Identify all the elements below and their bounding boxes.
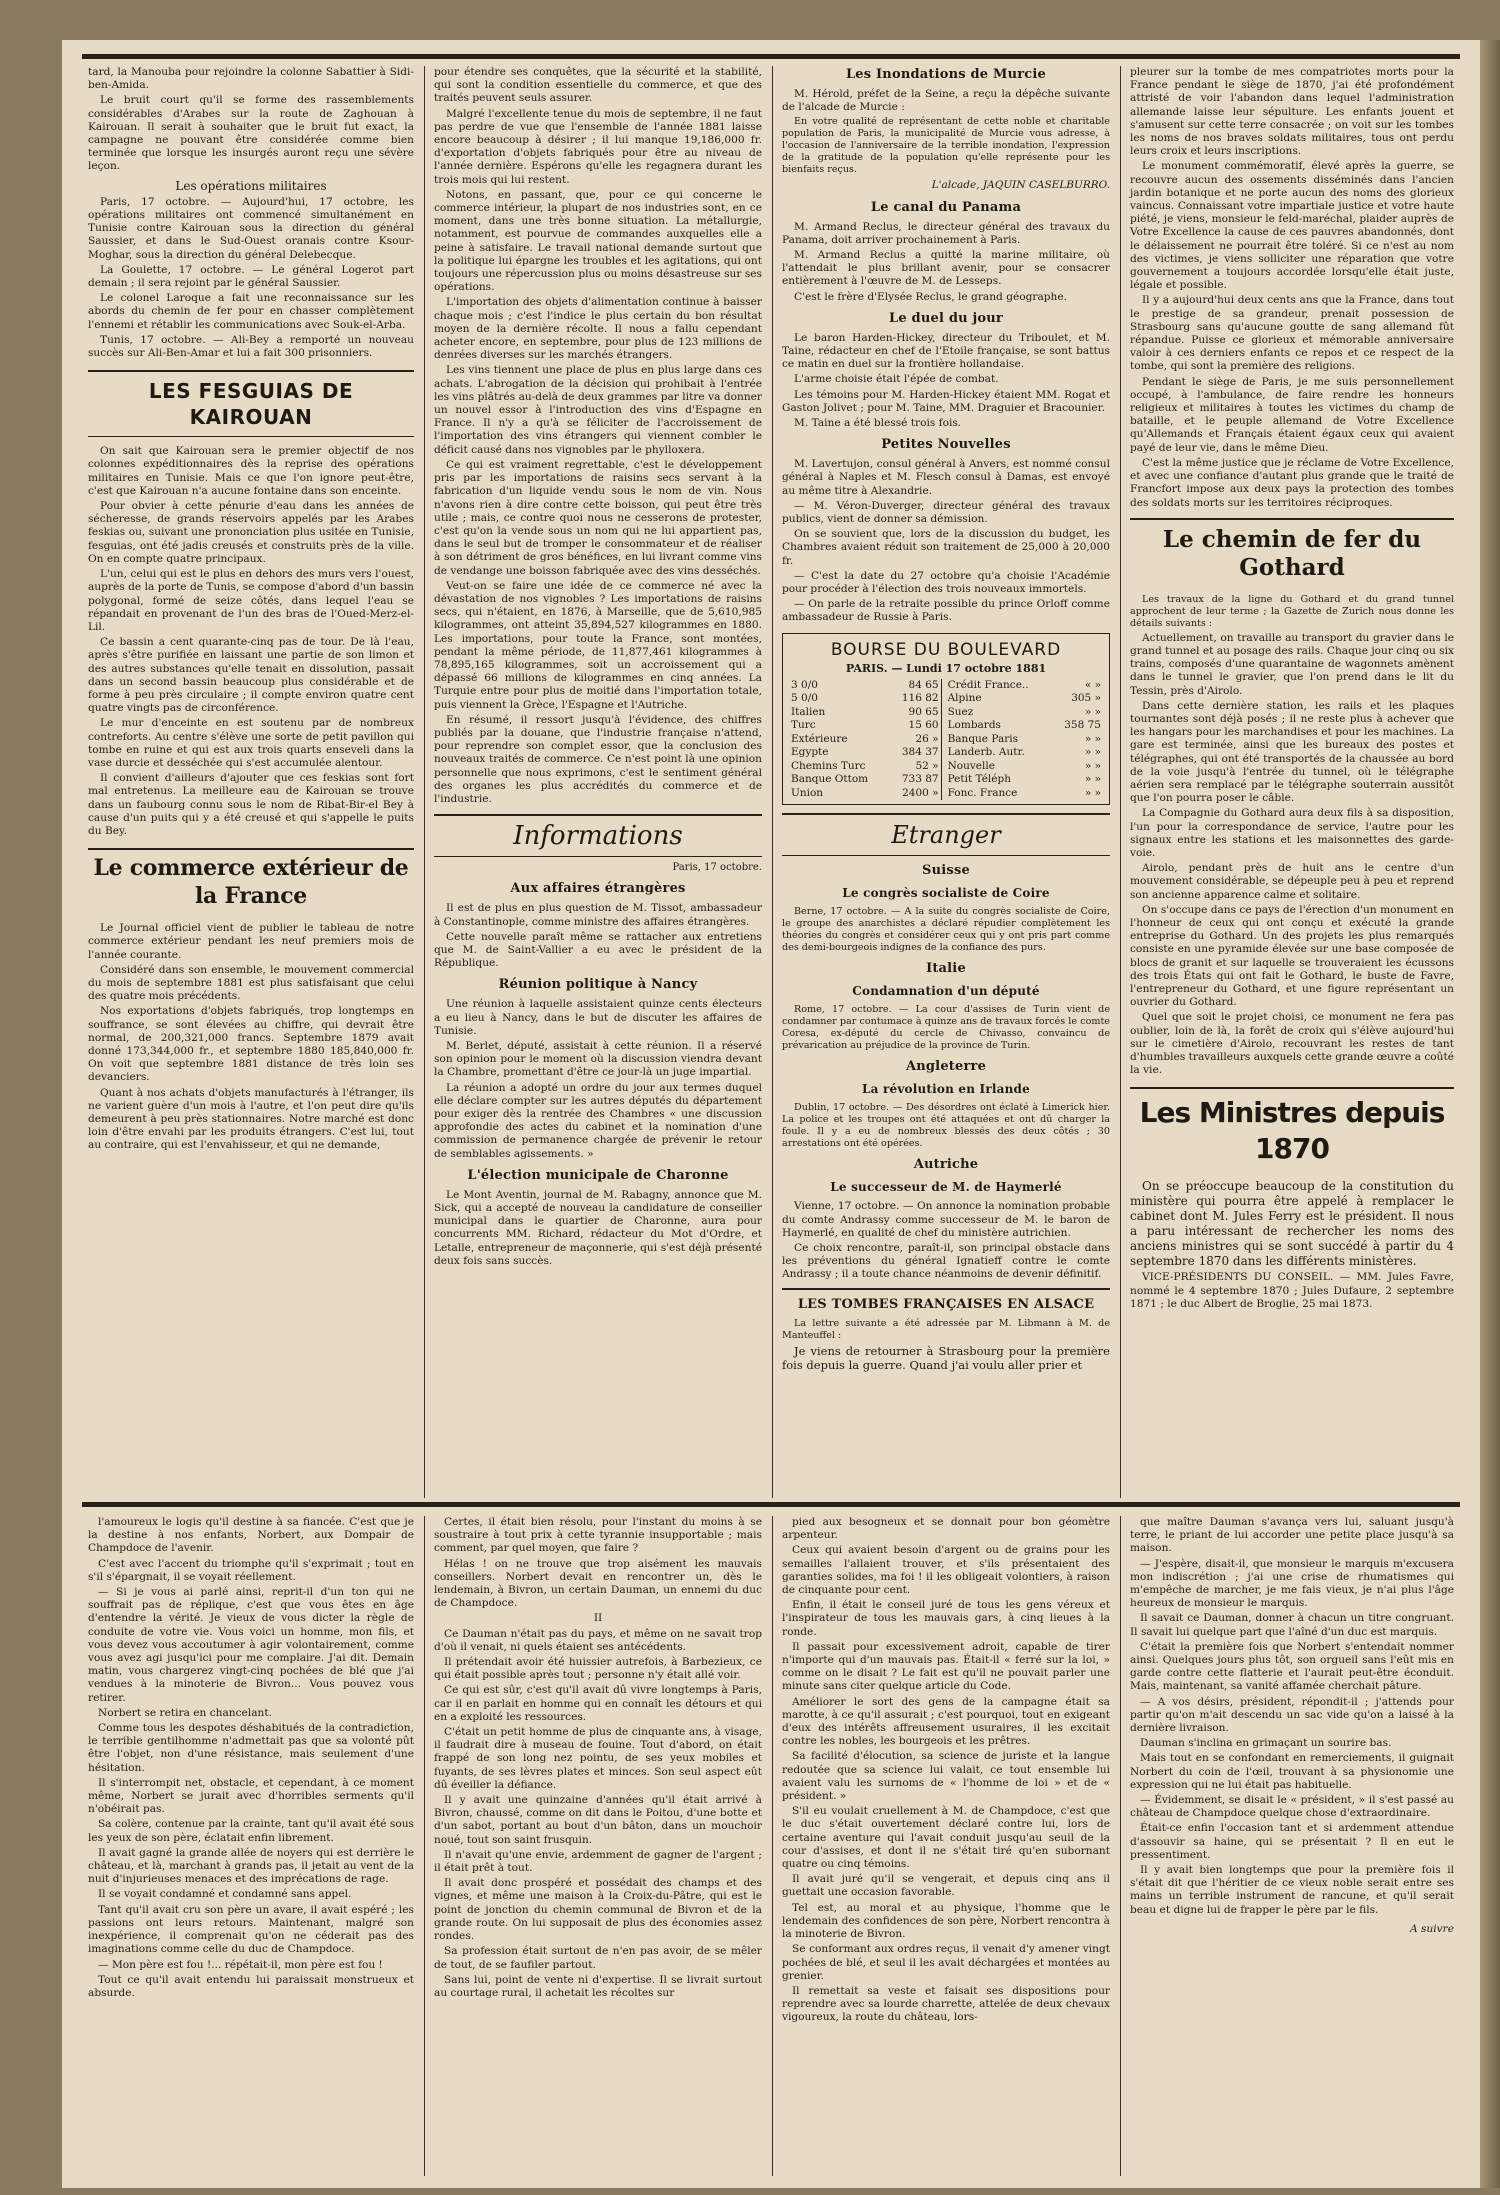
feuilleton-column-1 — [82, 1516, 420, 2176]
paragraph: Paris, 17 octobre. — Aujourd'hui, 17 octobre, les opérations militaires ont commencé simultanément en Tunisie contre Kairouan sous la direction du général Saussier, et dans le Sud-Ouest oranais contre Ksour-Moghar, sous la direction du général Delebecque. — [88, 195, 414, 261]
paragraph: M. Hérold, préfet de la Seine, a reçu la dépêche suivante de l'alcade de Murcie : — [782, 88, 1110, 114]
bourse-cell: Banque Ottom — [791, 773, 869, 786]
bourse-cell: 3 0/0 — [791, 678, 818, 691]
feuilleton-paragraph: Dauman s'inclina en grimaçant un sourire bas. — [1140, 1737, 1392, 1750]
feuilleton-paragraph: Sans lui, point de vente ni d'expertise. Il se livrait surtout au courtage rural, il achetait les récoltes sur — [434, 1973, 762, 1999]
paragraph: On sait que Kairouan sera le premier objectif de nos colonnes expéditionnaires dès la reprise des opérations militaires en Tunisie. Mais ce que l'on ignore peut-être, c'est que Kairouan n'a aucune fontaine dans son enceinte. — [88, 445, 414, 497]
feuilleton-paragraph: C'est avec l'accent du triomphe qu'il s'exprimait ; tout en s'il s'épargnait, il se voyait réellement. — [88, 1557, 414, 1583]
paragraph: Airolo, pendant près de huit ans le centre d'un mouvement considérable, se dépeuple peu à peu et reprend son ancienne apparence calme et solitaire. — [1130, 862, 1454, 901]
headline-ministres: Les Ministres depuis 1870 — [1130, 1087, 1454, 1173]
bourse-cell: Egypte — [791, 746, 829, 759]
paragraph: Quant à nos achats d'objets manufacturés à l'étranger, ils ne varient guère d'un mois à l'autre, et l'on peut dire qu'ils demeurent à peu près stationnaires. Notre marché est donc loin d'être envahi par les produits étrangers. C'est lui, tout au contraire, qui est l'envahisseur, et qui ne demande, — [88, 1086, 414, 1152]
paragraph: Considéré dans son ensemble, le mouvement commercial du mois de septembre 1881 est plus satisfaisant que celui des quatre mois précédents. — [88, 963, 414, 1003]
headline-etranger: Etranger — [782, 813, 1110, 856]
paragraph: M. Lavertujon, consul général à Anvers, est nommé consul général à Naples et M. Flesch consul à Damas, est envoyé au même titre à Alexandrie. — [782, 458, 1110, 497]
section-heading: L'élection municipale de Charonne — [467, 1167, 729, 1183]
paragraph: — M. Véron-Duverger, directeur général des travaux publics, vient de donner sa démission. — [782, 499, 1110, 526]
paragraph: Rome, 17 octobre. — La cour d'assises de Turin vient de condamner par contumace à quinze ans de travaux forcés le comte Coresa, ex-député du cercle de Chivasso, convaincu de prévarication au préjudice de la province de Turin. — [782, 1004, 1110, 1052]
bourse-cell: Extérieure — [791, 732, 848, 745]
bourse-cell: » » — [1084, 773, 1101, 786]
section-heading: Le successeur de M. de Haymerlé — [830, 1180, 1062, 1195]
country-heading: Autriche — [913, 1157, 979, 1173]
paragraph: Vienne, 17 octobre. — On annonce la nomination probable du comte Andrassy comme successeur de M. le baron de Haymerlé, en qualité de chef du ministère autrichien. — [782, 1200, 1110, 1239]
bourse-row — [789, 679, 1103, 693]
paragraph: Le mur d'enceinte en est soutenu par de nombreux contreforts. Au centre s'élève une sorte de petit pavillon qui tombe en ruine et qui est aux trois quarts enseveli dans la vase durcie et desséchée qui s'est accumulée alentour. — [88, 717, 414, 769]
paragraph: Une réunion à laquelle assistaient quinze cents électeurs a eu lieu à Nancy, dans le but de discuter les affaires de Tunisie. — [434, 998, 762, 1037]
headline-fesguias: LES FESGUIAS DE KAIROUAN — [88, 370, 414, 437]
headline-informations: Informations — [434, 814, 762, 857]
country-heading: Angleterre — [905, 1059, 987, 1075]
paragraph: Ce choix rencontre, paraît-il, son principal obstacle dans les préventions du général Ignatieff contre le comte Andrassy ; il a toute chance néanmoins de devenir définitif. — [782, 1242, 1110, 1281]
feuilleton-paragraph: Sa profession était surtout de n'en pas avoir, de se mêler de tout, de se faufiler partout. — [434, 1945, 762, 1971]
bourse-cell: 5 0/0 — [791, 692, 818, 705]
newspaper-page — [62, 40, 1480, 2188]
column-separator — [424, 1516, 425, 2176]
feuilleton-paragraph: — Si je vous ai parlé ainsi, reprit-il d'un ton qui ne souffrait pas de réplique, c'est que vous êtes en âge d'entendre la vérité. Je vieux de vous dicter la règle de conduite de votre vie. Vous voici un homme, mon fils, et vous devez vous accoutumer à agir volontairement, comme vous avez agi jusqu'ici pour me complaire. J'ai dit. Demain matin, vous chargerez vingt-cinq pochées de blé que j'ai vendues à la minoterie de Bivron... Vous pouvez vous retirer. — [88, 1586, 414, 1704]
feuilleton-paragraph: pied aux besogneux et se donnait pour bon géomètre arpenteur. — [782, 1516, 1110, 1542]
feuilleton-paragraph: Tout ce qu'il avait entendu lui paraissait monstrueux et absurde. — [88, 1973, 414, 1999]
country-heading: Italie — [926, 961, 966, 977]
section-heading: Le canal du Panama — [870, 199, 1022, 215]
bourse-cell: Suez — [941, 706, 1052, 720]
bourse-cell: Turc — [791, 719, 816, 732]
paragraph: Ce bassin a cent quarante-cinq pas de tour. De là l'eau, après s'être purifiée en laissant une partie de son limon et des autres substances qu'elle tenait en dissolution, passait dans un second bassin beaucoup plus considérable et de forme à peu près circulaire ; il compte environ quatre cent quatre vingts pas de circonférence. — [88, 636, 414, 715]
bourse-table-box — [782, 633, 1110, 806]
paragraph: Pour obvier à cette pénurie d'eau dans les années de sécheresse, de grands réservoirs appelés par les Arabes feskias ou, suivant une prononciation plus usitée en Tunisie, fesguias, ont été jadis creusés et construits près de la ville. On en compte quatre principaux. — [88, 500, 414, 565]
section-heading-tombes: LES TOMBES FRANÇAISES EN ALSACE — [782, 1288, 1110, 1314]
column-4 — [1124, 66, 1460, 1498]
bourse-table — [789, 679, 1103, 801]
feuilleton-paragraph: Améliorer le sort des gens de la campagne était sa marotte, à ce qu'il assurait ; c'est pourquoi, tout en exigeant d'eux des intérêts affreusement usuraires, il les excitait contre les nobles, les bourgeois et les prêtres. — [782, 1695, 1110, 1748]
paragraph: On se souvient que, lors de la discussion du budget, les Chambres avaient réduit son traitement de 25,000 à 20,000 fr. — [782, 528, 1110, 567]
feuilleton-paragraph: l'amoureux le logis qu'il destine à sa fiancée. C'est que je la destine à nos enfants, Norbert, aux Dompair de Champdoce de l'avenir. — [88, 1516, 414, 1555]
feuilleton-column-4 — [1124, 1516, 1460, 2176]
section-heading: Le duel du jour — [889, 310, 1003, 326]
bourse-cell: 52 » — [915, 759, 939, 772]
paragraph: La réunion a adopté un ordre du jour aux termes duquel elle déclare compter sur les autres députés du département pour exiger dès la rentrée des Chambres « une discussion approfondie des actes du cabinet et la nomination d'une commission de permanence chargée de prévenir le retour de semblables agissements. » — [434, 1081, 762, 1160]
paragraph: L'un, celui qui est le plus en dehors des murs vers l'ouest, auprès de la porte de Tunis, se compose d'abord d'un bassin polygonal, formé de seize côtés, dans lequel l'eau se répandait en provenant de l'un des bras de l'Oued-Merz-el-Lil. — [88, 568, 414, 633]
paragraph: Actuellement, on travaille au transport du gravier dans le grand tunnel et au posage des rails. Chaque jour cinq ou six trains, composés d'une quarantaine de wagonnets amènent dans le tunnel le gravier, que l'on prend dans le lit du Tessin, près d'Airolo. — [1130, 631, 1454, 697]
column-separator — [424, 66, 425, 1498]
feuilleton-paragraph: Il avait juré qu'il se vengerait, et depuis cinq ans il guettait une occasion favorable. — [782, 1873, 1110, 1899]
feuilleton-paragraph: Il n'avait qu'une envie, ardemment de gagner de l'argent ; il était prêt à tout. — [434, 1848, 762, 1875]
paragraph: On s'occupe dans ce pays de l'érection d'un monument en l'honneur de ceux qui ont conçu et exécuté la grande entreprise du Gothard. Un des projets les plus remarqués consiste en une pyramide élevée sur une base composée de blocs de granit et sur laquelle se trouveraient les écussons des trois États qui ont fait le Gothard, le buste de Favre, l'entrepreneur du Gothard, et une figure représentant un ouvrier du Gothard. — [1130, 903, 1454, 1009]
bourse-cell: Landerb. Autr. — [941, 746, 1052, 760]
feuilleton-paragraph: Était-ce enfin l'occasion tant et si ardemment attendue d'assouvir sa haine, qui se présentait ? Il en eut le pressentiment. — [1130, 1822, 1454, 1861]
bourse-cell: » » — [1084, 746, 1101, 759]
section-heading: Réunion politique à Nancy — [498, 977, 698, 993]
feuilleton-paragraph: Il remettait sa veste et faisait ses dispositions pour reprendre avec sa lourde charrette, attelée de deux chevaux vigoureux, la route du château, lors- — [782, 1984, 1110, 2024]
feuilleton-paragraph: C'était un petit homme de plus de cinquante ans, à visage, il faudrait dire à museau de fouine. Tout d'abord, on était frappé de son long nez pointu, de ses yeux mobiles et fuyants, de ses lèvres plates et minces. Son seul aspect eût dû éveiller la défiance. — [434, 1726, 762, 1791]
paragraph: Tunis, 17 octobre. — Ali-Bey a remporté un nouveau succès sur Ali-Ben-Amar et lui a fait 300 prisonniers. — [88, 333, 414, 360]
feuilleton-paragraph: Enfin, il était le conseil juré de tous les gens véreux et l'inspirateur de tous les mauvais gars, à cinq lieues à la ronde. — [782, 1599, 1110, 1638]
a-suivre-note: A suivre — [1410, 1922, 1454, 1935]
paragraph: La Compagnie du Gothard aura deux fils à sa disposition, l'un pour la correspondance de service, l'autre pour les signaux entre les stations et les maisonnettes des garde-voie. — [1130, 807, 1454, 859]
paragraph: Les travaux de la ligne du Gothard et du grand tunnel approchent de leur terme ; la Gazette de Zurich nous donne les détails suivants : — [1130, 593, 1454, 629]
feuilleton-paragraph: Il s'interrompit net, obstacle, et cependant, à ce moment même, Norbert se jurait avec d'horribles serments qu'il n'obéirait pas. — [88, 1776, 414, 1816]
feuilleton-paragraph: Il se voyait condamné et condamné sans appel. — [98, 1888, 352, 1901]
bourse-cell: » » — [1084, 759, 1101, 772]
paragraph: On se préoccupe beaucoup de la constitution du ministère qui pourra être appelé à remplacer le cabinet dont M. Jules Ferry est le président. Il nous a paru intéressant de rechercher les noms des anciens ministres qui se sont succédé à partir du 4 septembre 1870 dans les différents ministères. — [1130, 1179, 1454, 1269]
paragraph: Quel que soit le projet choisi, ce monument ne fera pas oublier, loin de là, la forêt de croix qui s'élève aujourd'hui sur le cimetière d'Airolo, recouvrant les restes de tant d'humbles travailleurs auxquels cette grande œuvre a coûté la vie. — [1130, 1011, 1454, 1077]
feuilleton-paragraph: Il savait ce Dauman, donner à chacun un titre congruant. Il savait lui quelque part que l'aîné d'un duc est marquis. — [1130, 1612, 1454, 1638]
bourse-row — [789, 706, 1103, 720]
paragraph: Le bruit court qu'il se forme des rassemblements considérables d'Arabes sur la route de Zaghouan à Kairouan. Il serait à souhaiter que le bruit fut exact, la campagne ne pouvant être considérée comme bien terminée que lorsque les insurgés auront reçu une sévère leçon. — [88, 94, 414, 173]
paragraph: Berne, 17 octobre. — A la suite du congrès socialiste de Coire, le groupe des anarchistes a déclaré répudier complètement les théories du congrès et considérer ceux qui y ont pris part comme des demi-bourgeois indignes de la confiance des purs. — [782, 906, 1110, 954]
paragraph: La lettre suivante a été adressée par M. Libmann à M. de Manteuffel : — [782, 1317, 1110, 1341]
feuilleton-paragraph: Hélas ! on ne trouve que trop aisément les mauvais conseillers. Norbert devait en rencontrer un, dès le lendemain, à Bivron, un certain Dauman, un ennemi du duc de Champdoce. — [434, 1557, 762, 1610]
feuilleton-paragraph: Il avait donc prospéré et possédait des champs et des vignes, et même une maison à la Croix-du-Pâtre, qui est le point de jonction du chemin communal de Bivron et de la grande route. On lui supposait de plus des économies assez rondes. — [434, 1877, 762, 1943]
bourse-cell: Alpine — [941, 692, 1052, 706]
bourse-cell: Banque Paris — [941, 733, 1052, 747]
paragraph: M. Armand Reclus, le directeur général des travaux du Panama, doit arriver prochainement à Paris. — [782, 220, 1110, 246]
paragraph: C'est le frère d'Elysée Reclus, le grand géographe. — [794, 290, 1068, 303]
paragraph: Le Journal officiel vient de publier le tableau de notre commerce extérieur pendant les neuf premiers mois de l'année courante. — [88, 922, 414, 961]
paragraph: Je viens de retourner à Strasbourg pour la première fois depuis la guerre. Quand j'ai voulu aller prier et — [782, 1343, 1110, 1372]
feuilleton-paragraph: que maître Dauman s'avança vers lui, saluant jusqu'à terre, le priant de lui accorder une petite place jusqu'à sa maison. — [1130, 1516, 1454, 1555]
feuilleton-paragraph: Ceux qui avaient besoin d'argent ou de grains pour les semailles l'allaient trouver, et s'ils présentaient des garanties solides, ma foi ! il les obligeait volontiers, à raison de cinquante pour cent. — [782, 1544, 1110, 1597]
paragraph: Le monument commémoratif, élevé après la guerre, se recouvre aucun des ossements disséminés dans l'ancien jardin botanique et ne porte aucun des noms des glorieux vaincus. Connaissant votre impartiale justice et votre haute piété, je viens, monsieur le feld-maréchal, plaider auprès de Votre Excellence la cause de ces pauvres abandonnés, dont le délaissement ne pourrait être toléré. Si ce n'est au nom des victimes, je viens solliciter une réparation que votre gouvernement a toujours accordée lorsqu'elle était juste, légale et possible. — [1130, 160, 1454, 292]
bourse-cell: 358 75 — [1064, 719, 1101, 732]
paragraph: L'importation des objets d'alimentation continue à baisser chaque mois ; c'est l'indice le plus certain du bon résultat moyen de la dernière récolte. Il nous a fallu cependant acheter encore, en septembre, pour plus de 123 millions de denrées diverses sur les marchés étrangers. — [434, 296, 762, 362]
bourse-cell: Lombards — [941, 719, 1052, 733]
column-separator — [772, 66, 773, 1498]
bourse-cell: 90 65 — [908, 705, 939, 718]
feuilleton-column-2 — [428, 1516, 768, 2176]
feuilleton-rule — [82, 1502, 1460, 1507]
paragraph: En votre qualité de représentant de cette noble et charitable population de Paris, la municipalité de Murcie vous adresse, à l'occasion de l'anniversaire de la terrible inondation, l'expression de la gratitude de la population qu'elle représente pour les bienfaits reçus. — [782, 116, 1110, 176]
section-heading: La révolution en Irlande — [862, 1082, 1030, 1097]
paragraph: Dans cette dernière station, les rails et les plaques tournantes sont déjà posés ; il ne reste plus à achever que les hangars pour les marchandises et pour les machines. La gare est terminée, ainsi que les bureaux des postes et télégraphes, qui ont été transportés de la chaussée au bord de la voie jusqu'à l'entrée du tunnel, où le télégraphe aérien sera remplacé par le télégraphe souterrain aussitôt que l'on pourra poser le câble. — [1130, 699, 1454, 805]
feuilleton-paragraph: — J'espère, disait-il, que monsieur le marquis m'excusera mon indiscrétion ; j'ai une crise de rhumatismes qui m'empêche de marcher, je me fais vieux, je n'ai plus l'âge heureux de monsieur le marquis. — [1130, 1557, 1454, 1610]
bourse-cell: » » — [1084, 705, 1101, 718]
bourse-cell: » » — [1084, 732, 1101, 745]
paragraph: Il convient d'ailleurs d'ajouter que ces feskias sont fort mal entretenus. La meilleure eau de Kairouan se trouve dans un faubourg connu sous le nom de Ribat-Bir-el Bey à cause d'un puits qui y a été creusé et qui s'appelle le puits du Bey. — [88, 772, 414, 837]
feuilleton-column-3 — [776, 1516, 1116, 2176]
feuilleton-paragraph: Comme tous les despotes déshabitués de la contradiction, le terrible gentilhomme n'admettait pas que sa volonté pût être l'objet, non d'une résistance, mais seulement d'une hésitation. — [88, 1722, 414, 1774]
column-separator — [1120, 1516, 1121, 2176]
feuilleton-paragraph: Mais tout en se confondant en remerciements, il guignait Norbert du coin de l'œil, trouvant à sa physionomie une expression qui ne lui était pas habituelle. — [1130, 1752, 1454, 1791]
paragraph: tard, la Manouba pour rejoindre la colonne Sabattier à Sidi-ben-Amida. — [88, 66, 414, 92]
section-heading: Condamnation d'un député — [852, 984, 1040, 999]
paragraph: Veut-on se faire une idée de ce commerce né avec la dévastation de nos vignobles ? Les importations de raisins secs, qui n'étaient, en 1876, à Marseille, que de 5,610,985 kilogrammes, ont atteint 35,894,527 kilogrammes en 1880. Les importations, pour toute la France, sont montées, pendant la même période, de 11,877,461 kilogrammes à 78,895,165 kilogrammes, soit un accroissement qui a dépassé 66 millions de kilogrammes en cinq années. La Turquie entre pour plus de moitié dans l'importation totale, puis viennent la Grèce, l'Espagne et l'Autriche. — [434, 579, 762, 711]
paragraph: Nos exportations d'objets fabriqués, trop longtemps en souffrance, se sont élevées au chiffre, qui devrait être normal, de 200,321,000 francs. Septembre 1879 avait donné 173,344,000 fr., et septembre 1880 185,840,000 fr. On voit que septembre 1881 distance de très loin ses devanciers. — [88, 1005, 414, 1084]
feuilleton-paragraph: — Évidemment, se disait le « président, » il s'est passé au château de Champdoce quelque chose d'extraordinaire. — [1130, 1794, 1454, 1820]
column-2 — [428, 66, 768, 1498]
section-heading: Le congrès socialiste de Coire — [842, 886, 1050, 901]
bourse-cell: 15 60 — [908, 719, 939, 732]
signature: L'alcade, JAQUIN CASELBURRO. — [931, 179, 1110, 192]
feuilleton-paragraph: Il y avait une quinzaine d'années qu'il était arrivé à Bivron, chaussé, comme on dit dans le Poitou, d'une botte et d'un sabot, portant au bout d'un bâton, dans un mouchoir noué, tout son saint frusquin. — [434, 1794, 762, 1846]
bourse-row — [789, 787, 1103, 801]
feuilleton-paragraph: Il prétendait avoir été huissier autrefois, à Barbezieux, ce qui était possible après tout ; personne n'y était allé voir. — [434, 1656, 762, 1682]
headline-commerce: Le commerce extérieur de la France — [88, 848, 414, 914]
feuilleton-paragraph: Il y avait bien longtemps que pour la première fois il s'était dit que l'héritier de ce vieux noble serait entre ses mains un terrible instrument de rancune, et qu'il serait beau et digne lui de frapper le père par le fils. — [1130, 1864, 1454, 1916]
feuilleton-paragraph: Sa colère, contenue par la crainte, tant qu'il avait été sous les yeux de son père, éclatait enfin librement. — [88, 1818, 414, 1844]
bourse-cell: Chemins Turc — [791, 759, 866, 772]
bourse-cell: Petit Téléph — [941, 773, 1052, 787]
headline-gothard: Le chemin de fer du Gothard — [1130, 518, 1454, 588]
column-1 — [82, 66, 420, 1498]
bourse-row — [789, 692, 1103, 706]
paragraph: Pendant le siège de Paris, je me suis personnellement occupé, à l'ambulance, de faire rendre les honneurs religieux et militaires à toutes les victimes du champ de bataille, et le peuple allemand de Votre Excellence qu'Allemands et Français étaient égaux ceux qui avaient payé de leur vie, dans le même Dieu. — [1130, 375, 1454, 454]
bourse-cell: 2400 » — [902, 786, 939, 799]
dateline: Paris, 17 octobre. — [672, 862, 762, 874]
paragraph: — On parle de la retraite possible du prince Orloff comme ambassadeur de Russie à Paris. — [782, 598, 1110, 624]
paragraph: pour étendre ses conquêtes, que la sécurité et la stabilité, qui sont la condition essentielle du commerce, et que des traités peuvent seuls assurer. — [434, 66, 762, 105]
bourse-row — [789, 746, 1103, 760]
column-separator — [1120, 66, 1121, 1498]
section-heading-operations: Les opérations militaires — [175, 178, 327, 193]
paragraph: M. Armand Reclus a quitté la marine militaire, où l'attendait le plus brillant avenir, pour se consacrer entièrement à l'œuvre de M. de Lesseps. — [782, 249, 1110, 288]
bourse-cell: » » — [1084, 786, 1101, 799]
binding-spine — [1480, 40, 1500, 2188]
bourse-row — [789, 719, 1103, 733]
paragraph: Le baron Harden-Hickey, directeur du Triboulet, et M. Taine, rédacteur en chef de l'Etoile française, se sont battus ce matin en duel sur la frontière hollandaise. — [782, 331, 1110, 371]
bourse-cell: 733 87 — [901, 773, 939, 786]
feuilleton-paragraph: C'était la première fois que Norbert s'entendait nommer ainsi. Quelques jours plus tôt, son orgueil sans l'eût mis en garde contre cette flatterie et l'aurait peut-être éconduit. Mais, maintenant, sa vanité affamée cherchait pâture. — [1130, 1640, 1454, 1693]
bourse-title: BOURSE DU BOULEVARD — [830, 639, 1062, 660]
bourse-cell: Italien — [791, 705, 826, 718]
feuilleton-paragraph: Sa facilité d'élocution, sa science de juriste et la langue redoutée que sa science lui valait, ce tout ensemble lui avaient valu les surnoms de « l'homme de loi » et de « président. » — [782, 1750, 1110, 1803]
bourse-cell: 116 82 — [901, 692, 939, 705]
feuilleton-paragraph: Tel est, au moral et au physique, l'homme que le lendemain des confidences de son père, Norbert rencontra à la minoterie de Bivron. — [782, 1901, 1110, 1941]
bourse-cell: « » — [1084, 678, 1101, 691]
feuilleton-paragraph: II — [593, 1612, 603, 1625]
top-rule — [82, 54, 1460, 59]
feuilleton-paragraph: Il passait pour excessivement adroit, capable de tirer n'importe qui d'un mauvais pas. Était-il « ferré sur la loi, » comme on le disait ? Le fait est qu'il ne pouvait parler une minute sans citer quelque article du Code. — [782, 1640, 1110, 1693]
column-3 — [776, 66, 1116, 1498]
bourse-cell: 384 37 — [901, 746, 939, 759]
section-heading: Petites Nouvelles — [881, 437, 1011, 453]
paragraph: M. Taine a été blessé trois fois. — [794, 417, 962, 430]
bourse-cell: 305 » — [1071, 692, 1101, 705]
paragraph: Le colonel Laroque a fait une reconnaissance sur les abords du chemin de fer pour en chasser complètement l'ennemi et rétablir les communications avec Souk-el-Arba. — [88, 292, 414, 331]
section-heading: Aux affaires étrangères — [510, 881, 686, 897]
feuilleton-paragraph: Ce qui est sûr, c'est qu'il avait dû vivre longtemps à Paris, car il en parlait en homme qui en connaît les détours et qui en a exploité les ressources. — [434, 1684, 762, 1723]
paragraph: Il est de plus en plus question de M. Tissot, ambassadeur à Constantinople, comme ministre des affaires étrangères. — [434, 902, 762, 928]
bourse-cell: 26 » — [915, 732, 939, 745]
paragraph: Les témoins pour M. Harden-Hickey étaient MM. Rogat et Gaston Jolivet ; pour M. Taine, MM. Draguier et Bracounier. — [782, 388, 1110, 414]
paragraph: M. Berlet, député, assistait à cette réunion. Il a réservé son opinion pour le moment où la discussion viendra devant la Chambre, promettant d'être ce jour-là un juge impartial. — [434, 1040, 762, 1079]
paragraph: Il y a aujourd'hui deux cents ans que la France, dans tout le prestige de sa grandeur, prenait possession de Strasbourg sans qu'aucune goutte de sang allemand fût répandue. Puisse ce glorieux et mémorable anniversaire valoir à ces derniers enfants ce repos et ce respect de la tombe, qui sont la première des religions. — [1130, 294, 1454, 373]
feuilleton-paragraph: S'il eu voulait cruellement à M. de Champdoce, c'est que le duc s'était ouvertement déclaré contre lui, lors de certaine aventure qui l'avait conduit jusqu'au seuil de la cour d'assises, et dont il ne s'était tiré qu'en subornant quatre ou cinq témoins. — [782, 1805, 1110, 1871]
paragraph: Le Mont Aventin, journal de M. Rabagny, annonce que M. Sick, qui a accepté de nouveau la candidature de conseiller municipal dans le quartier de Charonne, aura pour concurrents MM. Richard, rédacteur du Mot d'Ordre, et Letalle, entrepreneur de maçonnerie, qui s'est déjà présenté deux fois sans succès. — [434, 1188, 762, 1267]
bourse-row — [789, 733, 1103, 747]
bourse-cell: Crédit France.. — [941, 679, 1052, 693]
feuilleton-paragraph: Il avait gagné la grande allée de noyers qui est derrière le château, et là, marchant à grands pas, il jetait au vent de la nuit d'injurieuses menaces et des imprécations de rage. — [88, 1846, 414, 1886]
bourse-row — [789, 760, 1103, 774]
column-separator — [772, 1516, 773, 2176]
bourse-cell: Nouvelle — [941, 760, 1052, 774]
paragraph: — C'est la date du 27 octobre qu'a choisie l'Académie pour procéder à l'élection des trois nouveaux immortels. — [782, 569, 1110, 596]
paragraph: Ce qui est vraiment regrettable, c'est le développement pris par les importations de raisins secs servant à la fabrication d'un liquide vendu sous le nom de vin. Nous n'avons rien à dire contre cette boisson, qui peut être très utile ; mais, ce contre quoi nous ne cesserons de protester, c'est qu'on la vende sous un nom qui ne lui appartient pas, dans le seul but de tromper le consommateur et de réaliser à son détriment de gros bénéfices, en lui livrant comme vins de vendange une boisson fabriquée avec des vins desséchés. — [434, 458, 762, 577]
bourse-cell: Union — [791, 786, 824, 799]
feuilleton-paragraph: Se conformant aux ordres reçus, il venait d'y amener vingt pochées de blé, et seul il les avait déchargées et montées au grenier. — [782, 1943, 1110, 1982]
paragraph: VICE-PRÉSIDENTS DU CONSEIL. — MM. Jules Favre, nommé le 4 septembre 1870 ; Jules Dufaure, 2 septembre 1871 ; le duc Albert de Broglie, 25 mai 1873. — [1130, 1271, 1454, 1310]
feuilleton-paragraph: Ce Dauman n'était pas du pays, et même on ne savait trop d'où il venait, ni quels étaient ses antécédents. — [434, 1627, 762, 1653]
paragraph: Notons, en passant, que, pour ce qui concerne le commerce intérieur, la plupart de nos industries sont, en ce moment, dans une très bonne situation. La métallurgie, notamment, est pourvue de commandes auxquelles elle a peine à satisfaire. Le travail national demande surtout que la politique lui épargne les troubles et les agitations, qui ont toujours une répercussion plus ou moins désastreuse sur ses opérations. — [434, 188, 762, 294]
feuilleton-paragraph: Norbert se retira en chancelant. — [98, 1706, 272, 1719]
bourse-cell: 84 65 — [908, 678, 939, 691]
country-heading: Suisse — [922, 863, 970, 879]
paragraph: L'arme choisie était l'épée de combat. — [794, 373, 999, 386]
bourse-date: PARIS. — Lundi 17 octobre 1881 — [845, 661, 1047, 675]
feuilleton-paragraph: Certes, il était bien résolu, pour l'instant du moins à se soustraire à tout prix à cette tyrannie insupportable ; mais comment, par quel moyen, que faire ? — [434, 1516, 762, 1555]
paragraph: C'est la même justice que je réclame de Votre Excellence, et avec une confiance d'autant plus grande que le traité de Francfort impose aux deux pays la protection des tombes des soldats morts sur les territoires réciproques. — [1130, 456, 1454, 509]
paragraph: Les vins tiennent une place de plus en plus large dans ces achats. L'abrogation de la décision qui prohibait à l'entrée les vins plâtrés au-delà de deux grammes par litre va donner un nouvel essor à l'introduction des vins d'Espagne en France. Il n'y a qu'à se féliciter de l'accroissement de l'importation des vins étrangers qui viennent combler le déficit causé dans nos vignobles par le phylloxera. — [434, 364, 762, 456]
bourse-row — [789, 773, 1103, 787]
paragraph: Malgré l'excellente tenue du mois de septembre, il ne faut pas perdre de vue que l'ensemble de l'année 1881 laisse encore beaucoup à désirer ; il lui manque 19,186,000 fr. d'exportation d'objets fabriqués pour être au niveau de l'année dernière. Espérons qu'elle les regagnera durant les trois mois qui lui restent. — [434, 107, 762, 186]
feuilleton-paragraph: Tant qu'il avait cru son père un avare, il avait espéré ; les passions ont leurs retours. Maintenant, malgré son inexpérience, il comprenait qu'on ne céderait pas des imaginations comme celle du duc de Champdoce. — [88, 1903, 414, 1956]
feuilleton-paragraph: — Mon père est fou !... répétait-il, mon père est fou ! — [98, 1958, 383, 1971]
paragraph: Cette nouvelle paraît même se rattacher aux entretiens que M. de Saint-Vallier a eu avec le président de la République. — [434, 930, 762, 970]
section-heading: Les Inondations de Murcie — [845, 67, 1047, 82]
paragraph: Dublin, 17 octobre. — Des désordres ont éclaté à Limerick hier. La police et les troupes ont été attaquées et ont dû charger la foule. Il y a eu de nombreux blessés des deux côtés ; 30 arrestations ont été opérées. — [782, 1102, 1110, 1150]
paragraph: En résumé, il ressort jusqu'à l'évidence, des chiffres publiés par la douane, que l'industrie française n'attend, pour reprendre son complet essor, que la conclusion des nouveaux traités de commerce. Ce n'est point là une opinion personnelle que nous exprimons, c'est le sentiment général des organes les plus accrédités du commerce et de l'industrie. — [434, 713, 762, 805]
bourse-cell: Fonc. France — [941, 787, 1052, 801]
feuilleton-paragraph: — A vos désirs, président, répondit-il ; j'attends pour partir qu'on m'ait descendu un sac vide qu'on a laissé à la dernière livraison. — [1130, 1695, 1454, 1735]
paragraph: pleurer sur la tombe de mes compatriotes morts pour la France pendant le siège de 1870, j'ai été profondément attristé de voir l'abandon dans lequel l'administration allemande laisse leur sépulture. Les enfants jouent et s'amusent sur cette terre consacrée ; on voit sur les tombes les noms de nos braves soldats militaires, tous ont perdu leurs croix et leurs inscriptions. — [1130, 66, 1454, 158]
paragraph: La Goulette, 17 octobre. — Le général Logerot part demain ; il sera rejoint par le général Saussier. — [88, 263, 414, 290]
